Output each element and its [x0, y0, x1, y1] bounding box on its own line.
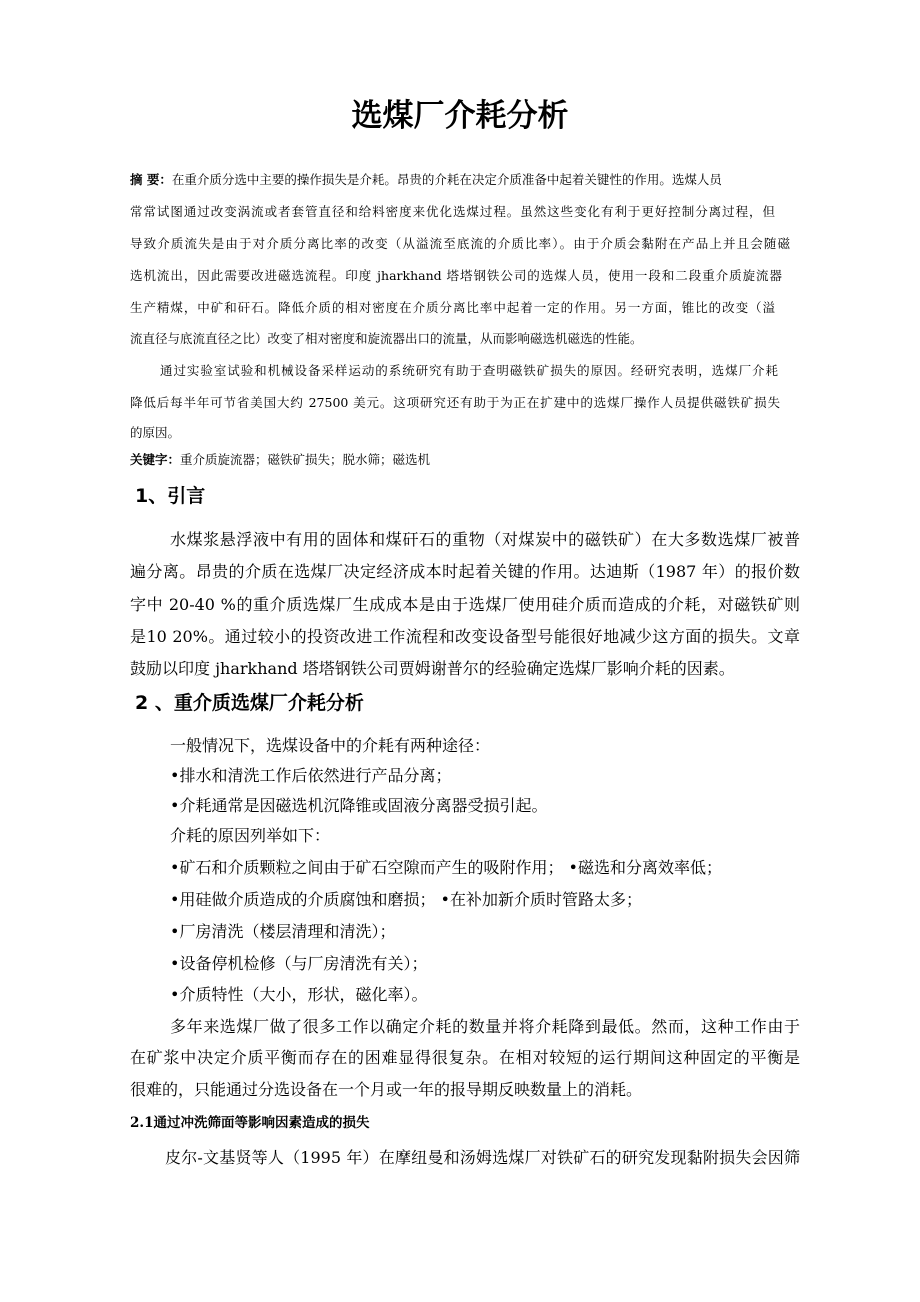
body-line: 遍分离。昂贵的介质在选煤厂决定经济成本时起着关键的作用。达迪斯（1987 年）的报价数 — [130, 562, 800, 581]
abstract-line: 摘 要：在重介质分选中主要的操作损失是介耗。昂贵的介耗在决定介质准备中起着关键性的作用。选煤人员 — [130, 172, 722, 187]
section-2-heading: 2 、重介质选煤厂介耗分析 — [135, 692, 364, 714]
body-line: 是10 20%。通过较小的投资改进工作流程和改变设备型号能很好地减少这方面的损失。文章 — [130, 627, 800, 646]
list-item: •用硅做介质造成的介质腐蚀和磨损； •在补加新介质时管路太多； — [170, 890, 642, 909]
body-line: 字中 20-40 %的重介质选煤厂生成成本是由于选煤厂使用硅介质而造成的介耗，对磁铁矿则 — [130, 595, 800, 614]
abstract-line: 导致介质流失是由于对介质分离比率的改变（从溢流至底流的介质比率）。由于介质会黏附在产品上并且会随磁 — [130, 236, 790, 251]
abstract-line: 常常试图通过改变涡流或者套管直径和给料密度来优化选煤过程。虽然这些变化有利于更好控制分离过程，但 — [130, 204, 775, 219]
abstract-line: 降低后每半年可节省美国大约 27500 美元。这项研究还有助于为正在扩建中的选煤厂操作人员提供磁铁矿损失 — [130, 395, 780, 410]
body-line: 在矿浆中决定介质平衡而存在的困难显得很复杂。在相对较短的运行期间这种固定的平衡是 — [130, 1048, 800, 1067]
subsection-heading: 2.1通过冲洗筛面等影响因素造成的损失 — [130, 1115, 370, 1131]
list-item: •厂房清洗（楼层清理和清洗）； — [170, 922, 396, 941]
abstract-line: 通过实验室试验和机械设备采样运动的系统研究有助于查明磁铁矿损失的原因。经研究表明，选煤厂介耗 — [160, 363, 778, 378]
abstract-label: 摘 要： — [130, 172, 172, 187]
list-item: 一般情况下，选煤设备中的介耗有两种途径： — [170, 736, 491, 755]
list-item: 介耗的原因列举如下： — [170, 826, 331, 845]
section-1-heading: 1、引言 — [135, 485, 206, 507]
list-item: •介耗通常是因磁选机沉降锥或固液分离器受损引起。 — [170, 796, 548, 815]
keywords-label: 关键字： — [130, 452, 181, 467]
abstract-line: 流直径与底流直径之比）改变了相对密度和旋流器出口的流量，从而影响磁选机磁选的性能。 — [130, 331, 643, 346]
page-title: 选煤厂介耗分析 — [351, 98, 569, 134]
body-line: 多年来选煤厂做了很多工作以确定介耗的数量并将介耗降到最低。然而，这种工作由于 — [170, 1017, 800, 1036]
body-line: 水煤浆悬浮液中有用的固体和煤矸石的重物（对煤炭中的磁铁矿）在大多数选煤厂被普 — [170, 530, 800, 549]
keywords: 关键字：重介质旋流器；磁铁矿损失；脱水筛；磁选机 — [130, 452, 431, 467]
abstract-line: 的原因。 — [130, 425, 181, 440]
abstract-line: 选机流出，因此需要改进磁选流程。印度 jharkhand 塔塔钢铁公司的选煤人员，使用一段和二段重介质旋流器 — [130, 268, 782, 283]
list-item: •排水和清洗工作后依然进行产品分离； — [170, 766, 452, 785]
abstract-line: 生产精煤，中矿和矸石。降低介质的相对密度在介质分离比率中起着一定的作用。另一方面，锥比的改变（溢 — [130, 300, 775, 315]
list-item: •矿石和介质颗粒之间由于矿石空隙而产生的吸附作用； •磁选和分离效率低； — [170, 858, 722, 877]
body-line: 很难的，只能通过分选设备在一个月或一年的报导期反映数量上的消耗。 — [130, 1080, 643, 1099]
body-line: 鼓励以印度 jharkhand 塔塔钢铁公司贾姆谢普尔的经验确定选煤厂影响介耗的因素。 — [130, 659, 735, 678]
body-line: 皮尔-文基贤等人（1995 年）在摩纽曼和汤姆选煤厂对铁矿石的研究发现黏附损失会因筛 — [165, 1148, 800, 1167]
list-item: •设备停机检修（与厂房清洗有关）； — [170, 954, 428, 973]
list-item: •介质特性（大小，形状，磁化率）。 — [170, 985, 428, 1004]
